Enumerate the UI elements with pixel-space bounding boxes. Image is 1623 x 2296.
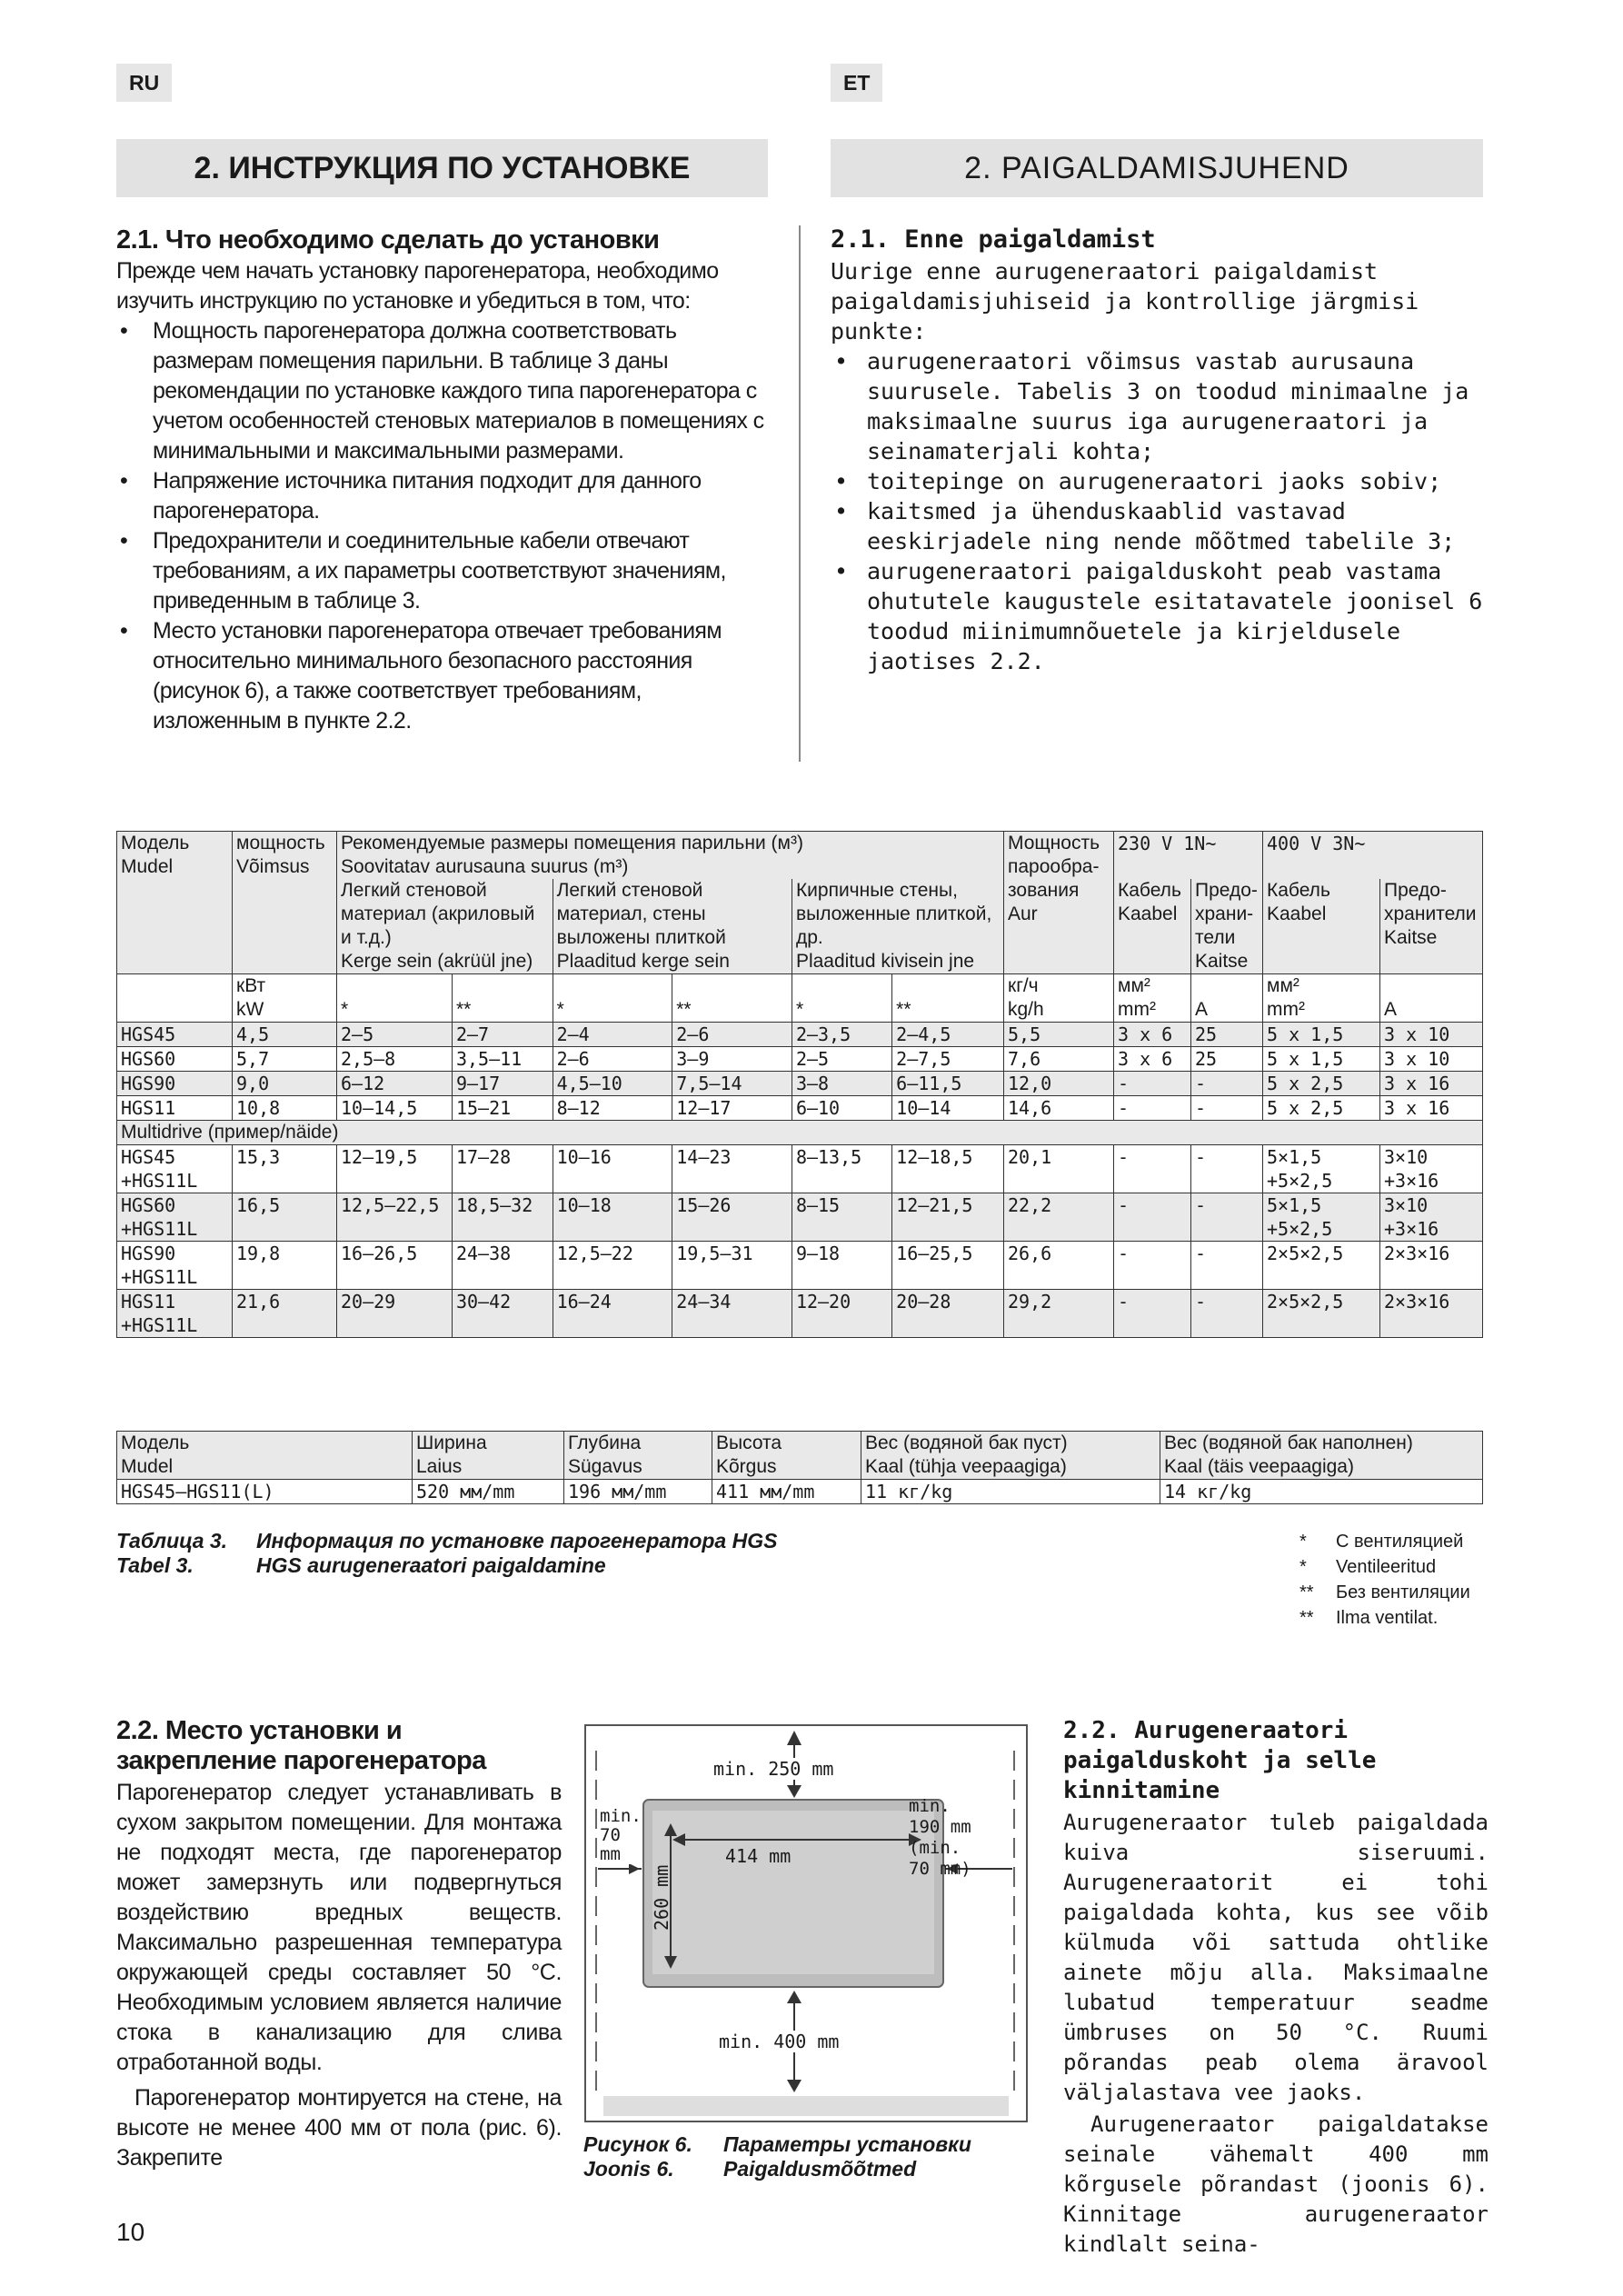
unit-mm2: мм² mm² — [1114, 974, 1191, 1023]
table-body — [117, 1023, 1483, 1121]
fig-top-clearance: min. 250 mm — [711, 1758, 836, 1780]
table-cell: - — [1191, 1290, 1263, 1338]
table-cell: 9,0 — [233, 1072, 337, 1096]
et-s21-intro: Uurige enne aurugeneraatori paigaldamist paigaldamisjuhiseid ja kontrollige järgmisi punkte: — [831, 258, 1419, 344]
table-cell: 12–17 — [672, 1096, 792, 1121]
table-cell: 2–7,5 — [892, 1047, 1004, 1072]
unit-steam: кг/ч kg/h — [1004, 974, 1114, 1023]
table-cell: 2×5×2,5 — [1263, 1242, 1380, 1290]
table-cell: 3 x 6 — [1114, 1023, 1191, 1047]
caption-ru-text: Информация по установке парогенератора HGS — [256, 1529, 778, 1552]
table-cell: 9–18 — [792, 1242, 891, 1290]
list-item: • Предохранители и соединительные кабели отвечают требованиям, а их параметры соответствуют значениям, приведенным в таблице 3. — [116, 526, 771, 616]
th-tile: Легкий стеновой материал, стены выложены плиткой Plaaditud kerge sein — [553, 879, 792, 974]
caption-et-label: Tabel 3. — [116, 1553, 194, 1577]
list-item: • aurugeneraatori võimsus vastab aurusauna suurusele. Tabelis 3 on toodud minimaalne ja maksimaalne suurus iga aurugeneraatori ja seinamaterjali kohta; — [831, 346, 1485, 466]
th-cable-230: Кабель Kaabel — [1114, 879, 1191, 974]
table-cell: 8–13,5 — [792, 1145, 891, 1193]
list-item: • aurugeneraatori paigalduskoht peab vastama ohututele kaugustele esitatavatele joonisel 6 toodud miinimumnõuetele ja kirjeldusele jaotises 2.2. — [831, 556, 1485, 676]
th-depth: Глубина Sügavus — [564, 1432, 712, 1480]
table-cell: 2×3×16 — [1380, 1290, 1483, 1338]
table-cell: 3–9 — [672, 1047, 792, 1072]
note-text: Ilma ventilat. — [1336, 1608, 1439, 1628]
table-cell: 2–4 — [553, 1023, 672, 1047]
table-cell: 20,1 — [1004, 1145, 1114, 1193]
ru-section-title: 2. ИНСТРУКЦИЯ ПО УСТАНОВКЕ — [116, 139, 768, 197]
table-cell: 5,7 — [233, 1047, 337, 1072]
table-cell: 12,5–22 — [553, 1242, 672, 1290]
table-cell: 3 x 16 — [1380, 1096, 1483, 1121]
unit-mm2: мм² mm² — [1263, 974, 1380, 1023]
table-cell: 29,2 — [1004, 1290, 1114, 1338]
ru-s22-title: 2.2. Место установки и закрепление парогенератора — [116, 1716, 486, 1775]
et-s21-title: 2.1. Enne paigaldamist — [831, 225, 1156, 254]
table-cell: 16–25,5 — [892, 1242, 1004, 1290]
ru-s21-title: 2.1. Что необходимо сделать до установки — [116, 225, 660, 255]
table-cell: 15–26 — [672, 1193, 792, 1242]
table-row — [117, 1193, 1483, 1242]
table-cell: 12–21,5 — [892, 1193, 1004, 1242]
fig-bottom-clearance: min. 400 mm — [716, 2031, 841, 2052]
dim-model: HGS45–HGS11(L) — [117, 1480, 413, 1504]
table-cell: 2–6 — [553, 1047, 672, 1072]
table-cell: 14–23 — [672, 1145, 792, 1193]
table-cell: 2×3×16 — [1380, 1242, 1483, 1290]
table-cell: - — [1191, 1096, 1263, 1121]
th-width: Ширина Laius — [413, 1432, 564, 1480]
et-section-2-1 — [831, 225, 1485, 676]
ru-section-2-2 — [116, 1716, 562, 2173]
et-section-2-2 — [1063, 1716, 1489, 2260]
column-divider — [799, 225, 801, 762]
unit-novent: ** — [452, 974, 553, 1023]
list-item: • toitepinge on aurugeneraatori jaoks sobiv; — [831, 466, 1485, 496]
table-cell: 5×1,5 +5×2,5 — [1263, 1145, 1380, 1193]
list-item: • Мощность парогенератора должна соответствовать размерам помещения парильни. В таблице 3 даны рекомендации по установке каждого типа парогенератора с учетом особенностей стеновых материалов в помещениях с минимальными и максимальными размерами. — [116, 316, 771, 466]
table-cell: 3×10 +3×16 — [1380, 1193, 1483, 1242]
lang-tag-et: ET — [831, 64, 882, 102]
figure-installation-dimensions — [583, 1723, 1029, 2123]
caption-ru-label: Таблица 3. — [116, 1529, 228, 1552]
table-cell: 21,6 — [233, 1290, 337, 1338]
dimensions-table — [116, 1431, 1483, 1504]
table-cell: 3 x 16 — [1380, 1072, 1483, 1096]
th-light: Легкий стеновой материал (акриловый и т.д.) Kerge sein (akrüül jne) — [337, 879, 553, 974]
installation-table — [116, 831, 1483, 1338]
table-cell: 2–5 — [337, 1023, 453, 1047]
lang-tag-ru: RU — [116, 64, 172, 102]
table-cell: 25 — [1191, 1047, 1263, 1072]
dim-height: 411 мм/mm — [712, 1480, 861, 1504]
table-cell: 19,8 — [233, 1242, 337, 1290]
th-power: мощность Võimsus — [233, 832, 337, 974]
table-cell: 10,8 — [233, 1096, 337, 1121]
ru-s22-p2: Парогенератор монтируется на стене, на высоте не менее 400 мм от пола (рис. 6). Закрепите — [116, 2085, 562, 2171]
table-cell: - — [1114, 1242, 1191, 1290]
th-steam: Мощность парообра-зования Aur — [1004, 832, 1114, 974]
table-cell: 3 x 10 — [1380, 1023, 1483, 1047]
table-cell: 5 x 1,5 — [1263, 1047, 1380, 1072]
table-cell: 24–38 — [452, 1242, 553, 1290]
note-mark: * — [1299, 1557, 1307, 1577]
table-cell: 16,5 — [233, 1193, 337, 1242]
table-cell: 17–28 — [452, 1145, 553, 1193]
note-text: С вентиляцией — [1336, 1532, 1464, 1552]
table-cell: 8–12 — [553, 1096, 672, 1121]
dim-weight-full: 14 кг/kg — [1160, 1480, 1483, 1504]
table-cell: 20–29 — [337, 1290, 453, 1338]
fig-caption-ru-text: Параметры установки — [723, 2132, 971, 2156]
table-row — [117, 1072, 1483, 1096]
table-cell: 10–18 — [553, 1193, 672, 1242]
table-cell: 8–15 — [792, 1193, 891, 1242]
table-cell: 26,6 — [1004, 1242, 1114, 1290]
table-cell: HGS45 +HGS11L — [117, 1145, 233, 1193]
table-cell: 3 x 6 — [1114, 1047, 1191, 1072]
table-cell: HGS11 — [117, 1096, 233, 1121]
table-cell: 2–3,5 — [792, 1023, 891, 1047]
unit-power: кВт kW — [233, 974, 337, 1023]
th-dim-model: Модель Mudel — [117, 1432, 413, 1480]
list-item: • Место установки парогенератора отвечает требованиям относительно минимального безопасного расстояния (рисунок 6), а также соответствует требованиям, изложенным в пункте 2.2. — [116, 616, 771, 736]
table-cell: 7,5–14 — [672, 1072, 792, 1096]
et-s21-list — [831, 346, 1485, 676]
fig-caption-et-label: Joonis 6. — [583, 2157, 674, 2181]
table-cell: - — [1114, 1096, 1191, 1121]
table-cell: 6–10 — [792, 1096, 891, 1121]
table-cell: 3 x 10 — [1380, 1047, 1483, 1072]
note-text: Без вентиляции — [1336, 1582, 1470, 1602]
dim-weight-empty: 11 кг/kg — [861, 1480, 1160, 1504]
table-cell: 9–17 — [452, 1072, 553, 1096]
table-cell: 10–14,5 — [337, 1096, 453, 1121]
list-item: • Напряжение источника питания подходит для данного парогенератора. — [116, 466, 771, 526]
th-fuse-230: Предо-храни-тели Kaitse — [1191, 879, 1263, 974]
unit-vent: * — [792, 974, 891, 1023]
dim-depth: 196 мм/mm — [564, 1480, 712, 1504]
table-cell: 3×10 +3×16 — [1380, 1145, 1483, 1193]
ru-s22-p1: Парогенератор следует устанавливать в сухом закрытом помещении. Для монтажа не подходят места, где парогенератор может замерзнуть или подвергнуться воздействию вредных веществ. Максимально разрешенная температура окружающей среды составляет 50 °C. Необходимым условием является наличие стока в канализацию для слива отработанной воды. — [116, 1780, 562, 2075]
table-cell: - — [1114, 1193, 1191, 1242]
table-cell: 5 x 2,5 — [1263, 1072, 1380, 1096]
table-cell: 2,5–8 — [337, 1047, 453, 1072]
table-cell: 6–11,5 — [892, 1072, 1004, 1096]
table-cell: - — [1114, 1145, 1191, 1193]
caption-et-text: HGS aurugeneraatori paigaldamine — [256, 1553, 606, 1577]
table-cell: 12–18,5 — [892, 1145, 1004, 1193]
table-cell: 19,5–31 — [672, 1242, 792, 1290]
table-cell: HGS45 — [117, 1023, 233, 1047]
th-weight-full: Вес (водяной бак наполнен) Kaal (täis veepaagiga) — [1160, 1432, 1483, 1480]
ru-section-2-1 — [116, 225, 771, 736]
unit-model — [117, 974, 233, 1023]
table-cell: 12,0 — [1004, 1072, 1114, 1096]
th-weight-empty: Вес (водяной бак пуст) Kaal (tühja veepaagiga) — [861, 1432, 1160, 1480]
table-row — [117, 1096, 1483, 1121]
th-400v: 400 V 3N~ — [1263, 832, 1483, 880]
figure-caption — [583, 2132, 1038, 2181]
note-text: Ventileeritud — [1336, 1557, 1437, 1577]
table-row — [117, 1290, 1483, 1338]
th-fuse-400: Предо-хранители Kaitse — [1380, 879, 1483, 974]
table-cell: HGS60 — [117, 1047, 233, 1072]
table-cell: 10–14 — [892, 1096, 1004, 1121]
th-cable-400: Кабель Kaabel — [1263, 879, 1380, 974]
table-cell: 15–21 — [452, 1096, 553, 1121]
table-cell: - — [1191, 1072, 1263, 1096]
table-cell: 25 — [1191, 1023, 1263, 1047]
table-cell: 18,5–32 — [452, 1193, 553, 1242]
table-cell: - — [1114, 1290, 1191, 1338]
table-cell: 14,6 — [1004, 1096, 1114, 1121]
table-cell: 15,3 — [233, 1145, 337, 1193]
table-cell: 12–20 — [792, 1290, 891, 1338]
unit-novent: ** — [672, 974, 792, 1023]
fig-left-clearance: min. 70 mm — [600, 1806, 642, 1864]
fig-width: 414 mm — [725, 1845, 792, 1867]
th-230v: 230 V 1N~ — [1114, 832, 1263, 880]
table-cell: 10–16 — [553, 1145, 672, 1193]
page-number: 10 — [116, 2218, 145, 2246]
table-cell: 3–8 — [792, 1072, 891, 1096]
table-row — [117, 1242, 1483, 1290]
table-cell: - — [1191, 1193, 1263, 1242]
th-height: Высота Kõrgus — [712, 1432, 861, 1480]
table-cell: - — [1191, 1145, 1263, 1193]
table-cell: 4,5–10 — [553, 1072, 672, 1096]
table-cell: 16–26,5 — [337, 1242, 453, 1290]
table-cell: 16–24 — [553, 1290, 672, 1338]
th-model: Модель Mudel — [117, 832, 233, 974]
note-mark: ** — [1299, 1608, 1314, 1628]
th-room: Рекомендуемые размеры помещения парильни (м³) Soovitatav aurusauna suurus (m³) — [337, 832, 1004, 880]
table-body-multidrive — [117, 1145, 1483, 1338]
table-cell: - — [1114, 1072, 1191, 1096]
fig-caption-et-text: Paigaldusmõõtmed — [723, 2157, 917, 2181]
fig-right-clearance: min. 190 mm (min. 70 mm) — [909, 1796, 971, 1879]
table-cell: 2–4,5 — [892, 1023, 1004, 1047]
table-cell: 12,5–22,5 — [337, 1193, 453, 1242]
table-cell: 20–28 — [892, 1290, 1004, 1338]
table-cell: 7,6 — [1004, 1047, 1114, 1072]
table-cell: 5 x 2,5 — [1263, 1096, 1380, 1121]
table-cell: 4,5 — [233, 1023, 337, 1047]
fig-caption-ru-label: Рисунок 6. — [583, 2132, 692, 2156]
table-cell: 3,5–11 — [452, 1047, 553, 1072]
dim-width: 520 мм/mm — [413, 1480, 564, 1504]
note-mark: * — [1299, 1532, 1307, 1552]
unit-vent: * — [337, 974, 453, 1023]
table-cell: 2–7 — [452, 1023, 553, 1047]
et-s22-p2: Aurugeneraator paigaldatakse seinale vähemalt 400 mm kõrgusele põrandast (joonis 6). Kinnitage aurugeneraator kindlalt seina- — [1063, 2111, 1489, 2257]
table-cell: HGS90 +HGS11L — [117, 1242, 233, 1290]
table-cell: - — [1191, 1242, 1263, 1290]
unit-vent: * — [553, 974, 672, 1023]
table-cell: 30–42 — [452, 1290, 553, 1338]
table-row — [117, 1145, 1483, 1193]
table-cell: 12–19,5 — [337, 1145, 453, 1193]
ru-s21-list — [116, 316, 771, 736]
table-row — [117, 1047, 1483, 1072]
unit-a: A — [1380, 974, 1483, 1023]
et-s22-p1: Aurugeneraator tuleb paigaldada kuiva siseruumi. Aurugeneraatorit ei tohi paigaldada kohta, kus see võib külmuda või sattuda ohtlike ainete mõju alla. Maksimaalne lubatud temperatuur seadme ümbruses on 50 °C. Ruumi põrandas peab olema äravool väljalastava vee jaoks. — [1063, 1810, 1489, 2105]
table-cell: HGS90 — [117, 1072, 233, 1096]
table-cell: 5,5 — [1004, 1023, 1114, 1047]
table-cell: 5×1,5 +5×2,5 — [1263, 1193, 1380, 1242]
et-s22-title: 2.2. Aurugeneraatori paigalduskoht ja selle kinnitamine — [1063, 1717, 1377, 1804]
fig-height: 260 mm — [651, 1864, 672, 1931]
table-cell: 24–34 — [672, 1290, 792, 1338]
table-cell: HGS60 +HGS11L — [117, 1193, 233, 1242]
table-cell: 5 x 1,5 — [1263, 1023, 1380, 1047]
th-brick: Кирпичные стены, выложенные плиткой, др. Plaaditud kivisein jne — [792, 879, 1003, 974]
table-cell: 6–12 — [337, 1072, 453, 1096]
ru-s21-intro: Прежде чем начать установку парогенератора, необходимо изучить инструкцию по установке и убедиться в том, что: — [116, 258, 719, 314]
list-item: • kaitsmed ja ühenduskaablid vastavad eeskirjadele ning nende mõõtmed tabelile 3; — [831, 496, 1485, 556]
unit-a: A — [1191, 974, 1263, 1023]
table-cell: 2–6 — [672, 1023, 792, 1047]
table-notes — [1299, 1529, 1518, 1631]
table-cell: 2×5×2,5 — [1263, 1290, 1380, 1338]
note-mark: ** — [1299, 1582, 1314, 1602]
table-caption — [116, 1529, 1207, 1578]
table-cell: 2–5 — [792, 1047, 891, 1072]
multidrive-label: Multidrive (пример/näide) — [117, 1121, 1483, 1145]
table-row — [117, 1023, 1483, 1047]
et-section-title: 2. PAIGALDAMISJUHEND — [831, 139, 1483, 197]
unit-novent: ** — [892, 974, 1004, 1023]
table-cell: 22,2 — [1004, 1193, 1114, 1242]
table-cell: HGS11 +HGS11L — [117, 1290, 233, 1338]
